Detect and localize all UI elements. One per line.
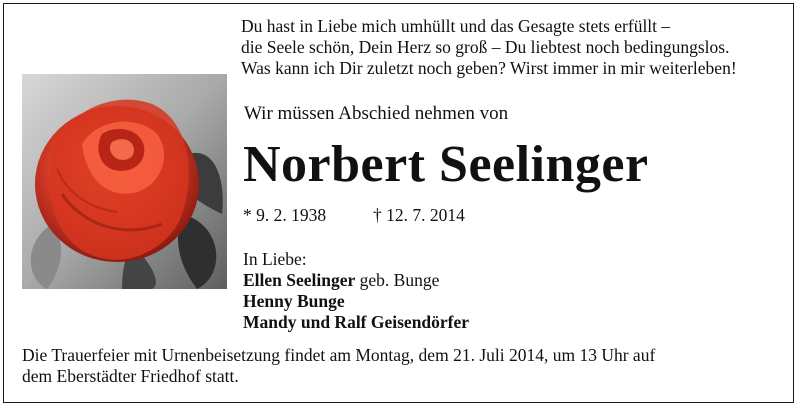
- mourner-name: Ellen Seelinger: [243, 270, 356, 290]
- poem-line: die Seele schön, Dein Herz so groß – Du liebtest noch bedingungslos.: [241, 37, 730, 57]
- life-dates: [243, 205, 465, 226]
- farewell-intro: Wir müssen Abschied nehmen von: [244, 103, 509, 124]
- deceased-name: Norbert Seelinger: [243, 136, 649, 193]
- mourner-note: geb. Bunge: [355, 270, 440, 290]
- poem: [241, 16, 791, 79]
- birth-date: * 9. 2. 1938: [243, 205, 327, 225]
- service-info: [22, 345, 792, 387]
- mourner-name: Henny Bunge: [243, 291, 345, 311]
- rose-photo: [22, 74, 227, 289]
- mourner-entry: [243, 270, 469, 291]
- mourners-list: [243, 249, 469, 333]
- service-line: dem Eberstädter Friedhof statt.: [22, 366, 239, 386]
- mourners-heading: In Liebe:: [243, 249, 307, 269]
- mourner-name: Mandy und Ralf Geisendörfer: [243, 312, 470, 332]
- mourner-entry: [243, 312, 469, 333]
- mourner-entry: [243, 291, 469, 312]
- death-date: † 12. 7. 2014: [373, 205, 465, 225]
- poem-line: Was kann ich Dir zuletzt noch geben? Wirst immer in mir weiterleben!: [241, 58, 737, 78]
- red-rose-icon: [22, 74, 227, 289]
- service-line: Die Trauerfeier mit Urnenbeisetzung findet am Montag, dem 21. Juli 2014, um 13 Uhr auf: [22, 345, 656, 365]
- poem-line: Du hast in Liebe mich umhüllt und das Gesagte stets erfüllt –: [241, 16, 671, 36]
